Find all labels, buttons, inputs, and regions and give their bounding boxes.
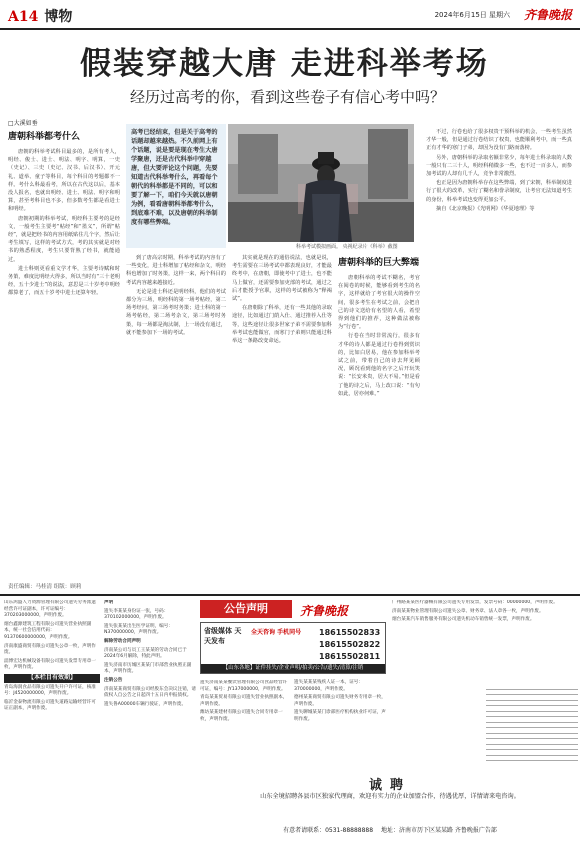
classified-column-2 bbox=[104, 600, 196, 848]
paragraph: 另外，唐朝科举的录取名额非常少，每年进士科录取的人数一般只有二三十人，明经科稍微多一些，也不过一百多人，而参加考试的人却有几千人，竞争非常激烈。 bbox=[426, 154, 572, 178]
newspaper-logo: 齐鲁晚报 bbox=[523, 8, 572, 22]
paragraph: 在唐朝除了科举，还有一些其他的录取途径，比如通过门荫入仕、通过推荐入仕等等，这些途径让很多世家子弟不需要参加科举考试也能做官，而寒门子弟则只能通过科举这一条路改变命运。 bbox=[232, 305, 332, 345]
article-column-3 bbox=[232, 254, 332, 574]
section-name: 博物 bbox=[44, 9, 73, 25]
classified-item: 遗失聊城某某门诊部医疗机构执业许可证，声明作废。 bbox=[294, 710, 386, 722]
classified-column-5 bbox=[392, 600, 578, 680]
notice-title: 公告声明 bbox=[200, 600, 292, 618]
classified-item: 青岛海润食品有限公司遗失开户许可证，核准号：J4520000000，声明作废。 bbox=[4, 684, 96, 697]
classified-item: 山东鸿盛人力资源管理有限公司遗失劳务派遣经营许可证副本，许可证编号：370203000000，声明作废。 bbox=[4, 600, 96, 619]
paragraph: 不过，行卷也给了很多权贵干预科举的机会，一些考生虽然才华一般，但是通过行卷结识了权贵，也能顺利考中，而一些真正有才华的寒门子弟，却因为没有门路而落榜。 bbox=[426, 129, 572, 152]
classified-item: 济南某某商贸有限公司经股东会决议注销，请债权人自公告之日起四十五日内申报债权。 bbox=[104, 686, 196, 699]
recruitment-text: 山东全境招聘各县市区独家代理商，欢迎有实力的企业加盟合作，待遇优厚，详情请来电咨询。 bbox=[260, 793, 520, 800]
classified-item: 烟台某某汽车销售服务有限公司遗失机动车销售统一发票，声明作废。 bbox=[392, 617, 535, 623]
classified-heading: 声明 bbox=[104, 600, 114, 605]
classified-column-4 bbox=[294, 600, 388, 770]
paragraph: 行卷在当时非常流行，很多有才华的诗人都是通过行卷得到赏识的，比如白居易，他在参加科举考试之前，带着自己的诗去拜见顾况，顾况看到他的名字之后开玩笑说：“长安米贵，居大不易。”但是看了他的诗之后，马上改口说：“有句如此，居亦何难。” bbox=[338, 333, 420, 397]
classified-item: 青岛某某贸易有限公司遗失营业执照副本，声明作废。 bbox=[200, 695, 288, 707]
article-column-1 bbox=[8, 128, 120, 574]
phone-number: 18615502811 bbox=[319, 652, 381, 661]
phone-number: 18615502822 bbox=[319, 640, 381, 649]
hotline-slogan: 省级媒体 天天发布 bbox=[204, 627, 242, 645]
classified-item: 潍坊某某建材有限公司遗失合同专用章一枚，声明作废。 bbox=[200, 710, 283, 722]
section-title: 唐朝科举都考什么 bbox=[8, 132, 81, 142]
classified-item: 广州路某某医疗器械有限公司遗失专用发票，发票号码：00000000，声明作废。 bbox=[392, 600, 558, 605]
paragraph: 唐朝科举的考试不糊名，考官在阅卷的时候，能够看到考生的名字，这样就给了考官很大的操作空间，很多考生在考试之前，会把自己的诗文送给有名望的人看，希望得到他们的推荐，这种做法被称为“行卷”。 bbox=[338, 275, 420, 331]
recruitment-title: 诚聘 bbox=[368, 778, 411, 793]
classified-heading: 解除劳动合同声明 bbox=[104, 638, 141, 644]
divider bbox=[0, 594, 580, 596]
classified-item: 德州某某商贸有限公司遗失财务专用章一枚，声明作废。 bbox=[294, 695, 386, 707]
newspaper-logo-ad: 齐鲁晚报 bbox=[300, 604, 349, 618]
classified-item: 烟台鑫源建筑工程有限公司遗失营业执照副本，统一社会信用代码：91370600000000，声明作废。 bbox=[4, 621, 92, 640]
paragraph: 到了唐高宗时期，科举考试的内容有了一些变化，进士科增加了帖经和杂文，明经科也增加了时务策，这样一来，两个科目的考试内容越来越接近。 bbox=[126, 255, 226, 286]
paragraph: 其实就是现在的通俗说法，也就是说，考生需要在三场考试中都表现良好，才能最终考中，在唐朝，即使考中了进士，也不能马上做官，还需要参加吏部的考试，通过之后才能授予官职，这样的考试被称为“释褐试”。 bbox=[232, 255, 332, 303]
paragraph: 也正是因为唐朝科举存在这些弊端，到了宋朝，科举制度进行了很大的改革，实行了糊名和誊录制度，让考官无法知道考生的身份，科举考试也变得更加公平。 bbox=[426, 180, 572, 203]
listing-table bbox=[486, 684, 578, 770]
exam-photo-illustration bbox=[228, 124, 414, 242]
classified-item: 遗失李某某身份证一张，号码：370102000000，声明作废。 bbox=[104, 608, 169, 621]
classified-item: 淄博宏达机械设备有限公司遗失发票专用章一枚，声明作废。 bbox=[4, 658, 96, 671]
classified-heading: 注销公告 bbox=[104, 677, 123, 683]
intro-box: 高考已经结束，但是关于高考的话题却越来越热。不久前网上有个话题，说是要是现在考生大唐学聚唐，还是古代科举中穿越唐，但大要评论这个问题，先要知道古代科举考什么，再看每个朝代的科举都是不同的，可以和要了解一下，咱们今天就以唐朝为例，看看唐朝科举都考什么，到底难不难，以及唐朝的科举制度有哪些弊端。 bbox=[126, 124, 226, 248]
classified-item: 济南某公司与员工王某某的劳动合同已于2024年6月解除，特此声明。 bbox=[104, 647, 187, 660]
byline: □大溪如垂 bbox=[8, 120, 38, 127]
classified-item: 临沂金泰物流有限公司遗失道路运输经营许可证正副本，声明作废。 bbox=[4, 699, 96, 712]
photo-caption: 科举考试模拟画面。 央视纪录片《科举》截图 bbox=[296, 244, 398, 250]
classified-item: 遗失济南某某餐饮管理有限公司食品经营许可证，编号：JY137000000，声明作废。 bbox=[200, 680, 288, 692]
paragraph: 唐朝初期的科举考试，明经科主要考的是经文，一般考生主要考“帖经”和“墨义”，所谓“帖经”，就是把经书的内容用纸贴住几个字，然后让考生填写，这样的考试方式，考的其实就是对经书的熟悉程度，考生只要背熟了经书，就能通过。 bbox=[8, 215, 120, 263]
classified-item: 济南康盛商贸有限公司遗失公章一枚，声明作废。 bbox=[4, 643, 96, 656]
paragraph: 唐朝的科举考试科目最多的，是所有考人，明经、俊士、进士、明法、明字、明算，一史（史记）、三史（史记、汉书、后汉书）、开元礼、道举、童子等科目，每个科目的考题都不一样。考什么科最看考，所以在古代这以后，基本没人报名，也就出明经、进士、明法、明字和明算，甚至考科目也不多，但多数考生都是看进士和明经。 bbox=[8, 149, 120, 213]
page-number: A14 bbox=[8, 9, 39, 25]
classified-item: 遗失鲁A00000车辆行驶证，声明作废。 bbox=[104, 701, 187, 707]
paragraph: 摘自《北京晚报》《光明网》《华夏地理》等 bbox=[436, 205, 535, 212]
article-column-5 bbox=[426, 128, 572, 574]
hotline-services: 【山东各地】证件挂失/企业声明/拍卖/公告/遗失/清算/注销 bbox=[201, 664, 385, 673]
section-title: 唐朝科举的巨大弊端 bbox=[338, 258, 420, 268]
article-column-4 bbox=[338, 254, 420, 574]
classified-item: 遗失济南市历城区某某门市部营业执照正副本，声明作废。 bbox=[104, 662, 192, 675]
editors-line: 责任编辑：马桂清 组版：顾莉 bbox=[8, 584, 82, 590]
dateline: 2024年6月15日 星期六 bbox=[434, 11, 510, 19]
article-column-2 bbox=[126, 254, 226, 574]
validity-label: 【本栏目有效期】 bbox=[4, 674, 100, 683]
paragraph: 进士科则更看重文学才华，主要考诗赋和时务策，难度比明经大得多，所以当时有“三十老明经，五十少进士”的说法，意思是三十岁考中明经都算老了，而五十岁考中进士还算年轻。 bbox=[8, 265, 120, 297]
classified-item: 济南某某物业管理有限公司遗失公章、财务章、法人章各一枚，声明作废。 bbox=[392, 608, 544, 614]
headline: 假装穿越大唐 走进科举考场 bbox=[80, 46, 489, 82]
classified-item: 遗失张某某出生医学证明，编号：N370000000，声明作废。 bbox=[104, 623, 173, 636]
classified-column-3 bbox=[200, 680, 290, 770]
recruitment-contact: 有意者请联系：0531-88888888 地址：济南市历下区某某路 齐鲁晚报广告部 bbox=[283, 827, 497, 834]
table-row bbox=[486, 756, 578, 762]
hotline-consult: 全天咨询 手机同号 bbox=[251, 629, 302, 636]
classified-column-1 bbox=[4, 600, 100, 848]
paragraph: 无论是进士科还是明经科，他们的考试都分为三场，明经科的第一场考帖经，第二场考经问，第三场考时务策；进士科的第一场考帖经，第二场考杂文，第三场考时务策，每一场都是淘汰制，上一场没有通过，就不能参加下一场的考试。 bbox=[126, 288, 226, 336]
masthead bbox=[0, 0, 580, 30]
classified-item: 遗失某某某残疾人证一本，证号：370000000，声明作废。 bbox=[294, 680, 363, 692]
subhead: 经历过高考的你，看到这些卷子有信心考中吗？ bbox=[130, 88, 446, 106]
page-section bbox=[8, 6, 72, 26]
photo bbox=[228, 124, 414, 242]
phone-number: 18615502833 bbox=[319, 628, 381, 637]
